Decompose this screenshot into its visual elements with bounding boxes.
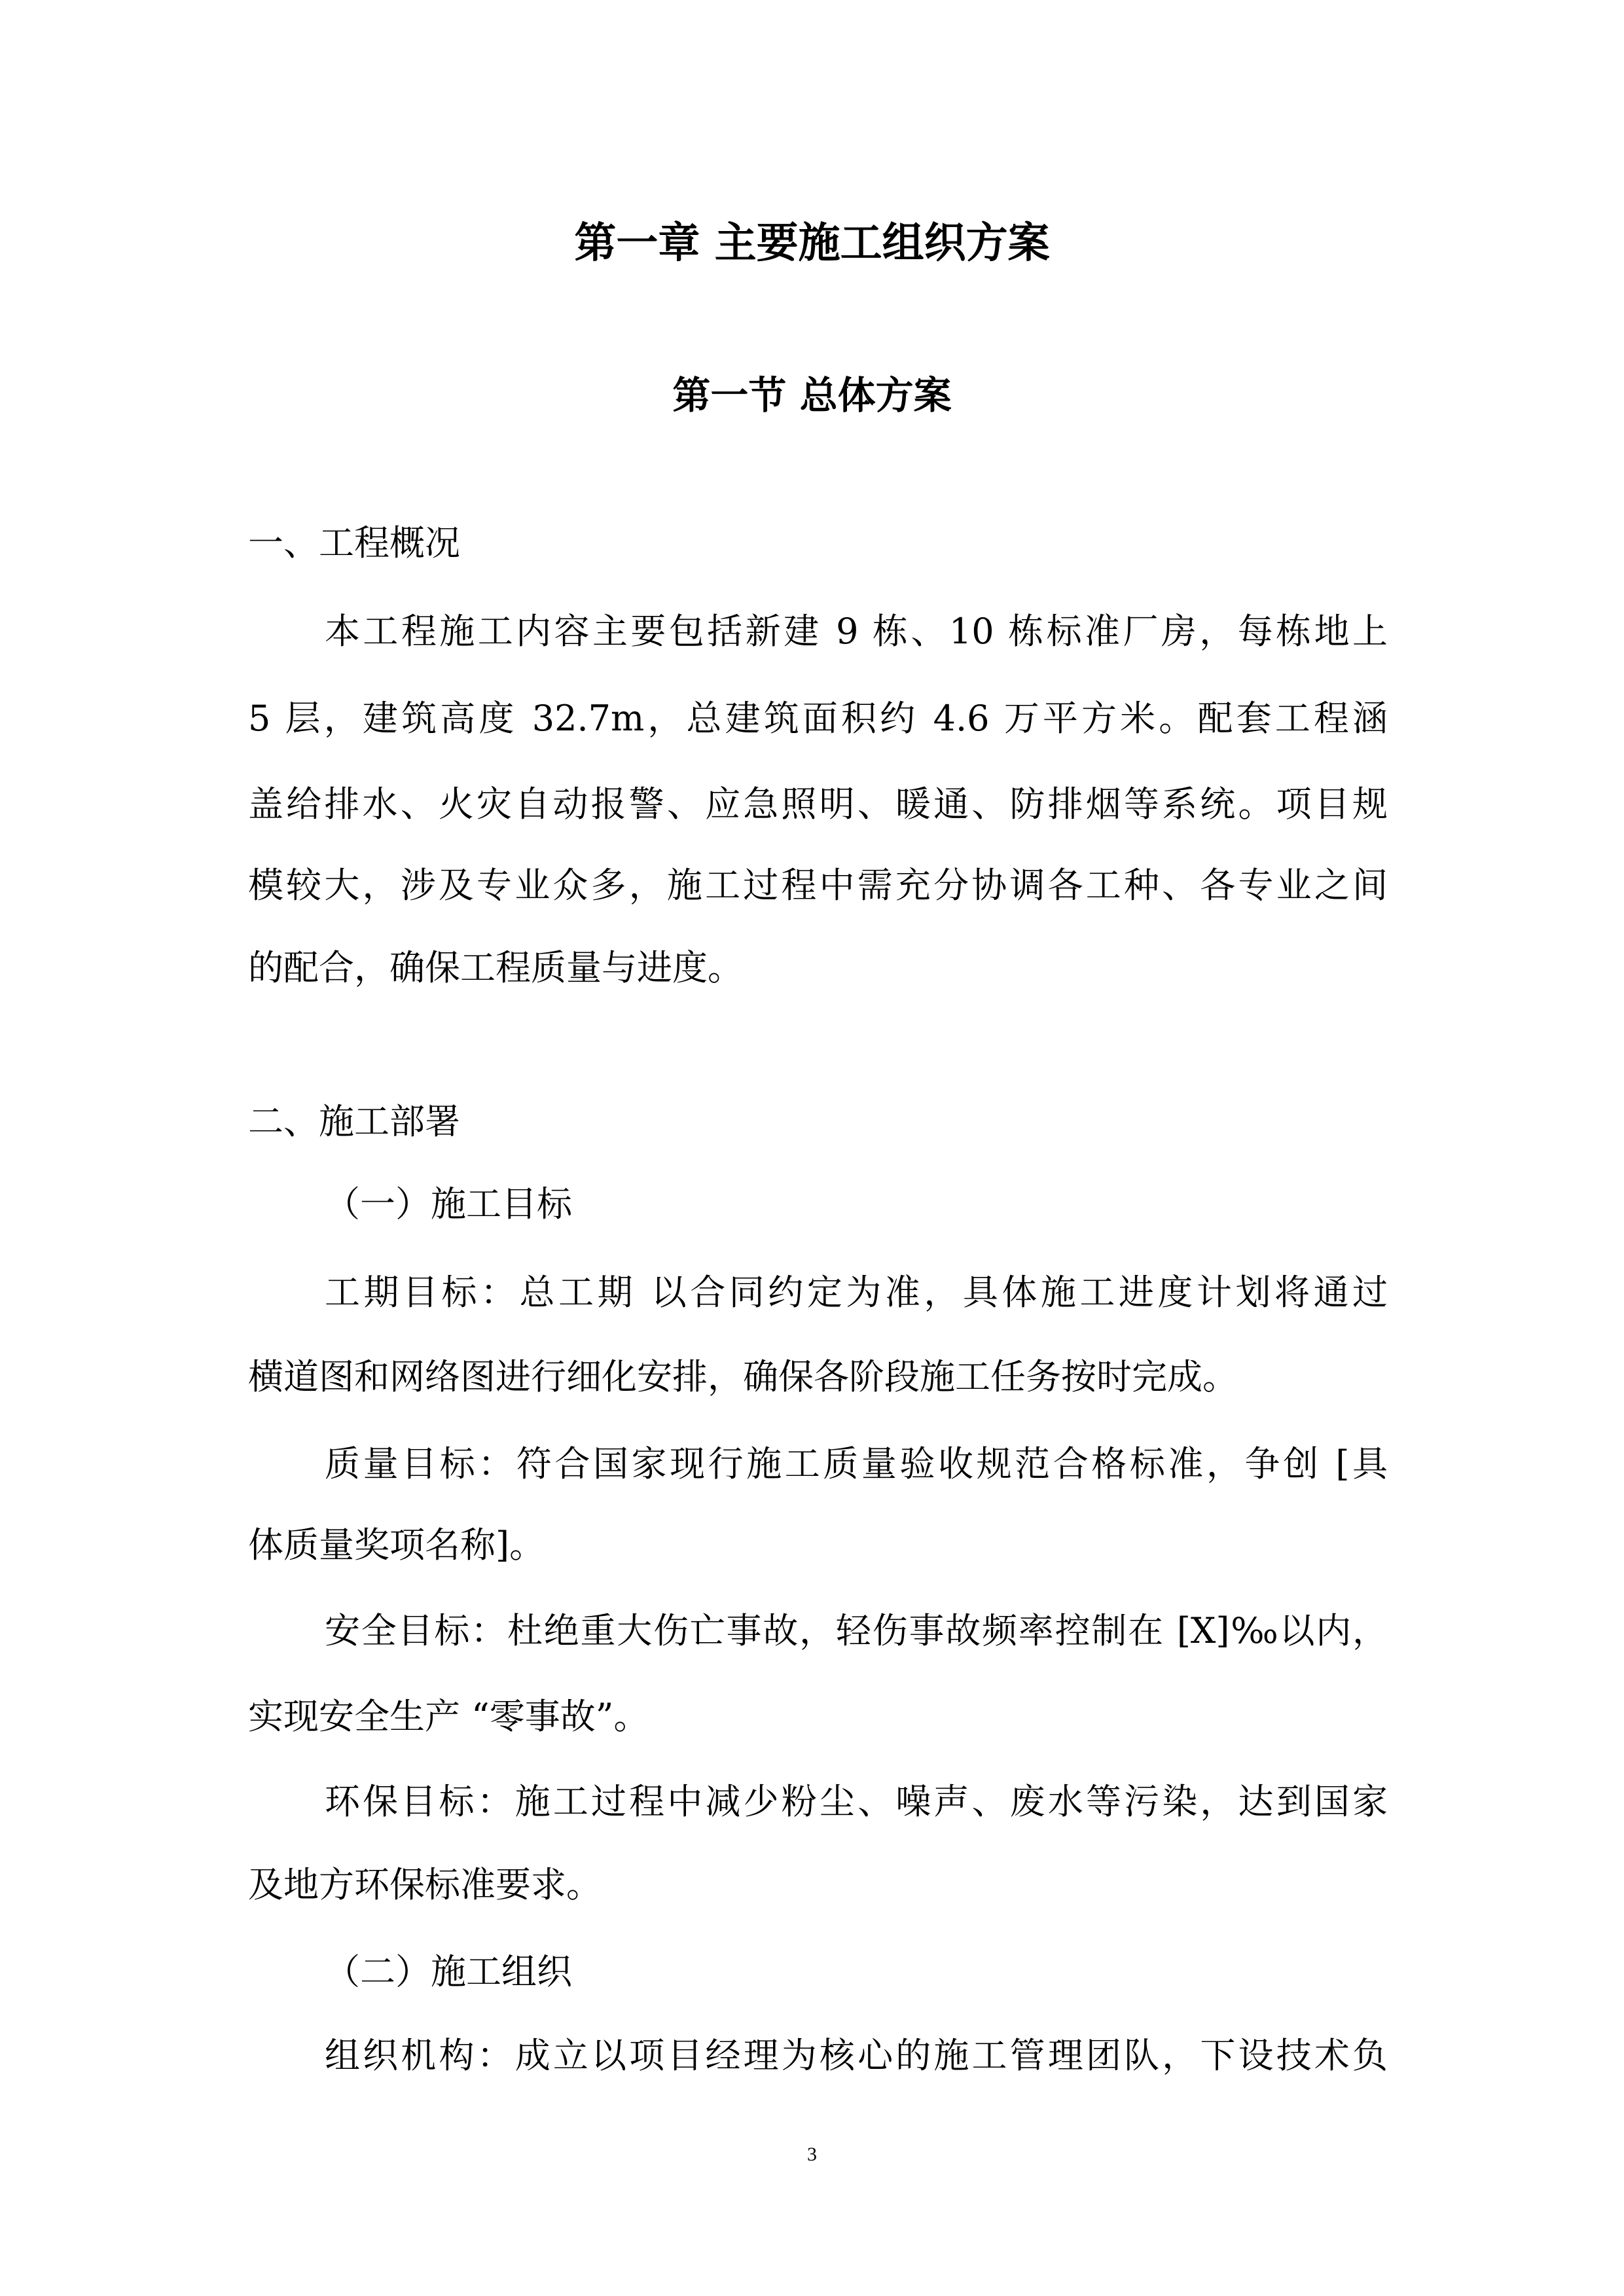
paragraph-line: 组织机构：成立以项目经理为核心的施工管理团队，下设技术负 xyxy=(325,2035,1388,2076)
paragraph-line: 环保目标：施工过程中减少粉尘、噪声、废水等污染，达到国家 xyxy=(325,1781,1388,1822)
heading-project-overview: 一、工程概况 xyxy=(248,522,460,564)
paragraph-line: 质量目标：符合国家现行施工质量验收规范合格标准，争创 [具 xyxy=(325,1443,1388,1484)
paragraph-line: 模较大，涉及专业众多，施工过程中需充分协调各工种、各专业之间 xyxy=(248,865,1388,906)
paragraph-line: 横道图和网络图进行细化安排，确保各阶段施工任务按时完成。 xyxy=(248,1356,1238,1397)
paragraph-line: 5 层，建筑高度 32.7m，总建筑面积约 4.6 万平方米。配套工程涵 xyxy=(248,698,1388,739)
paragraph-line: 工期目标：总工期 以合同约定为准，具体施工进度计划将通过 xyxy=(325,1272,1388,1313)
paragraph-line: 的配合，确保工程质量与进度。 xyxy=(248,947,743,988)
section-title: 第一节 总体方案 xyxy=(672,373,952,418)
paragraph-line: 本工程施工内容主要包括新建 9 栋、10 栋标准厂房，每栋地上 xyxy=(325,611,1388,652)
chapter-title: 第一章 主要施工组织方案 xyxy=(574,219,1050,268)
page-number: 3 xyxy=(807,2144,817,2165)
paragraph-line: 体质量奖项名称]。 xyxy=(248,1524,545,1566)
subheading-construction-organization: （二）施工组织 xyxy=(325,1951,572,1992)
heading-construction-deployment: 二、施工部署 xyxy=(248,1101,460,1142)
paragraph-line: 实现安全生产 “零事故”。 xyxy=(248,1696,649,1737)
paragraph-line: 及地方环保标准要求。 xyxy=(248,1864,602,1905)
paragraph-line: 盖给排水、火灾自动报警、应急照明、暖通、防排烟等系统。项目规 xyxy=(248,783,1388,825)
subheading-construction-goals: （一）施工目标 xyxy=(325,1183,572,1225)
paragraph-line: 安全目标：杜绝重大伤亡事故，轻伤事故频率控制在 [X]‰以内， xyxy=(325,1610,1388,1651)
